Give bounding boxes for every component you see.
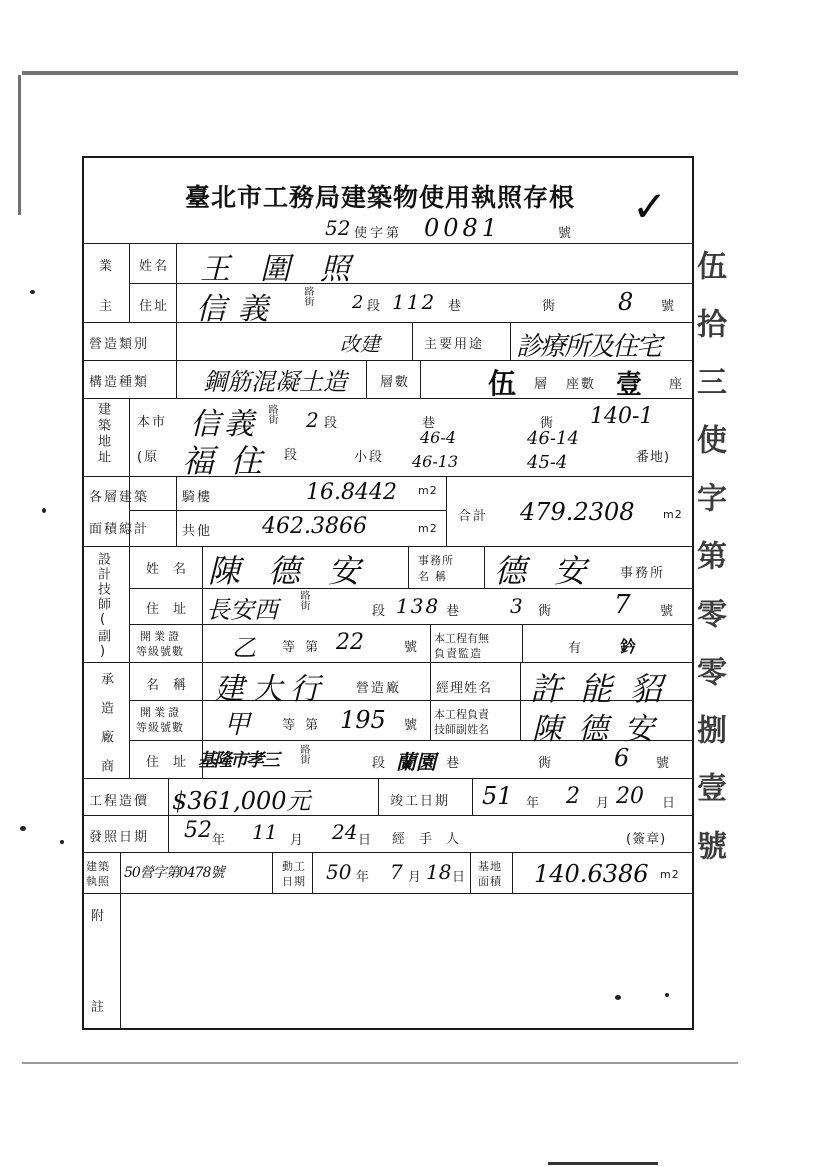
- designer-section-label: 段: [372, 604, 388, 619]
- scan-bottom-edge: [22, 1062, 738, 1064]
- contractor-number-label: 號: [656, 756, 672, 771]
- designer-lane-label: 巷: [446, 604, 462, 619]
- start-month-label: 月: [408, 870, 424, 885]
- owner-alley-label: 衖: [542, 299, 558, 314]
- rule: [82, 398, 694, 399]
- contractor-road: 基隆市孝三: [198, 750, 278, 771]
- start-day: 18: [426, 860, 452, 884]
- supervise-value: 有: [568, 641, 584, 656]
- rule: [82, 852, 694, 853]
- manager-name: 許能貂: [530, 670, 681, 708]
- floors-label: 層數: [380, 375, 411, 390]
- base-area: 140.6386: [534, 860, 649, 888]
- contractor-number: 6: [614, 744, 630, 772]
- issue-month: 11: [252, 820, 278, 844]
- speck: [42, 508, 46, 513]
- site-subsection-label: 小段: [354, 450, 385, 465]
- area-unit: m2: [663, 508, 683, 521]
- supervise-label: 負責監造: [434, 647, 482, 660]
- rule: [129, 243, 130, 322]
- start-date-label: 動工: [282, 860, 306, 873]
- site-lot: 45-4: [527, 452, 568, 473]
- issue-day-label: 日: [358, 833, 374, 848]
- contractor-license-label: 開業證: [140, 706, 182, 719]
- rule: [82, 893, 694, 894]
- area-unit: m2: [418, 484, 438, 497]
- engineer-label: 本工程負責: [434, 708, 489, 721]
- designer-group-label: 設計技師(副): [95, 552, 110, 661]
- designer-name: 陳德安: [208, 552, 389, 590]
- designer-license-no-label: 號: [404, 640, 420, 655]
- rule: [129, 398, 130, 476]
- area-label: 面積縂計: [89, 522, 150, 537]
- office-label: 名稱: [418, 570, 452, 583]
- rule: [510, 322, 511, 360]
- arcade-area: 16.8442: [306, 480, 397, 505]
- issue-date-label: 發照日期: [89, 830, 150, 845]
- base-area-label: 基地: [478, 860, 502, 873]
- site-road-suffix: 路街: [266, 404, 277, 424]
- margin-stamp: 伍拾三使字第零零捌壹號: [691, 250, 726, 888]
- rule: [484, 546, 485, 588]
- rule: [176, 322, 177, 398]
- designer-license-grade: 乙: [232, 634, 256, 662]
- contractor-license-grade: 甲: [224, 710, 251, 740]
- rule: [176, 476, 177, 546]
- permit-number: 0081: [424, 214, 502, 242]
- owner-number-label: 號: [661, 299, 677, 314]
- owner-name-label: 姓名: [139, 259, 170, 274]
- main-use: 診療所及住宅: [516, 332, 661, 362]
- blocks-label: 座數: [566, 377, 597, 392]
- floors-unit: 層: [534, 377, 550, 392]
- site-group-label: 建築地址: [95, 402, 110, 466]
- contractor-group-label: 承造廠商: [98, 672, 113, 788]
- designer-road-suffix: 路街: [298, 590, 309, 610]
- designer-license-label: 開業證: [140, 630, 182, 643]
- site-lot-top: 140-1: [590, 404, 654, 429]
- scan-top-edge: [22, 71, 738, 75]
- site-original-section-label: 段: [284, 448, 300, 463]
- rule: [82, 243, 694, 244]
- arcade-label: 騎樓: [182, 490, 213, 505]
- main-use-label: 主要用途: [424, 337, 485, 352]
- year-label: 年: [526, 796, 542, 811]
- rule: [272, 852, 273, 893]
- building-permit-label: 執照: [86, 875, 110, 888]
- rule: [176, 243, 177, 322]
- contractor-address-label: 住址: [146, 755, 201, 770]
- owner-section-label: 段: [367, 299, 383, 314]
- area-unit: m2: [418, 522, 438, 535]
- notes-label: 附: [91, 909, 107, 924]
- rule: [408, 546, 409, 588]
- site-lot-label: 番地): [636, 450, 671, 465]
- contractor-name: 建大行: [214, 672, 328, 707]
- handler-label: 經手人: [392, 832, 474, 847]
- site-original-label: (原: [137, 450, 160, 465]
- check-mark: ✓: [632, 182, 668, 231]
- construction-type-label: 營造類別: [89, 337, 150, 352]
- site-road: 信義: [190, 407, 258, 442]
- owner-lane: 112: [392, 290, 437, 314]
- permit-suffix: 號: [558, 226, 574, 241]
- office-suffix: 事務所: [620, 566, 666, 581]
- owner-address-label: 住址: [139, 299, 170, 314]
- complete-month: 2: [566, 784, 580, 809]
- speck: [20, 826, 26, 831]
- signature-label: (簽章): [626, 832, 667, 847]
- site-original-section: 福住: [182, 442, 279, 480]
- rule: [168, 778, 169, 852]
- scan-left-edge: [18, 75, 21, 215]
- rule: [82, 662, 694, 663]
- manager-label: 經理姓名: [436, 681, 493, 696]
- start-month: 7: [390, 860, 403, 884]
- rule: [512, 852, 513, 893]
- speck: [30, 290, 35, 294]
- contractor-road-suffix: 路街: [298, 744, 309, 764]
- designer-lane: 138: [396, 594, 441, 618]
- rule: [82, 778, 694, 779]
- rule: [312, 852, 313, 893]
- designer-alley: 3: [510, 594, 523, 618]
- building-permit-no: 50營字第0478號: [124, 865, 224, 881]
- office-label: 事務所: [418, 554, 454, 567]
- owner-road: 信義: [196, 292, 280, 327]
- designer-grade-label: 等第: [282, 640, 329, 655]
- rule: [202, 546, 203, 778]
- start-date-label: 日期: [282, 875, 306, 888]
- construction-type: 改建: [340, 332, 380, 356]
- rule: [129, 546, 130, 778]
- speck: [60, 840, 64, 844]
- site-section: 2: [306, 408, 319, 432]
- rule: [420, 360, 421, 398]
- rule: [366, 360, 367, 398]
- base-area-unit: m2: [660, 868, 680, 881]
- total-area: 479.2308: [520, 498, 635, 526]
- rule: [472, 778, 473, 815]
- site-section-label: 段: [324, 416, 340, 431]
- issue-year: 52: [184, 818, 212, 843]
- designer-license-no: 22: [336, 630, 364, 655]
- scan-bottom-mark: [548, 1162, 658, 1165]
- engineer-label: 技師副姓名: [434, 723, 489, 736]
- other-area: 462.3866: [262, 514, 367, 539]
- contractor-name-suffix: 營造廠: [356, 681, 402, 696]
- permit-year: 52: [325, 216, 351, 240]
- owner-lane-label: 巷: [448, 299, 464, 314]
- contractor-section-label: 段: [372, 756, 388, 771]
- rule: [120, 893, 121, 1030]
- owner-group-label: 業: [99, 259, 115, 274]
- owner-road-suffix: 路街: [302, 286, 313, 306]
- site-lot: 46-4: [420, 428, 456, 447]
- blocks-value: 壹: [616, 370, 643, 400]
- permit-form: [82, 156, 694, 1030]
- supervise-mark: 鈐: [620, 637, 637, 656]
- designer-alley-label: 衖: [538, 604, 554, 619]
- contractor-lane-label: 巷: [446, 756, 462, 771]
- site-lot: 46-14: [527, 428, 579, 449]
- floors-value: 伍: [488, 367, 517, 400]
- start-year: 50: [326, 860, 352, 884]
- issue-year-label: 年: [212, 833, 228, 848]
- permit-label: 使字第: [354, 226, 403, 241]
- designer-number: 7: [614, 590, 631, 620]
- owner-name: 王圍照: [200, 252, 380, 287]
- total-label: 合計: [458, 509, 489, 524]
- cost-value: $361,000元: [172, 787, 311, 815]
- blocks-unit: 座: [669, 377, 685, 392]
- site-city-label: 本市: [137, 415, 168, 430]
- other-label: 共他: [182, 524, 213, 539]
- contractor-name-label: 名稱: [146, 678, 201, 693]
- engineer-name: 陳德安: [532, 712, 670, 747]
- day-label: 日: [662, 796, 678, 811]
- start-year-label: 年: [356, 870, 372, 885]
- designer-name-label: 姓名: [146, 562, 201, 577]
- base-area-label: 面積: [478, 875, 502, 888]
- structure-type: 鋼筋混凝土造: [203, 368, 347, 396]
- designer-road: 長安西: [206, 596, 278, 624]
- rule: [520, 662, 521, 740]
- rule: [378, 778, 379, 815]
- issue-day: 24: [332, 820, 358, 844]
- document-title: 臺北市工務局建築物使用執照存根: [184, 183, 575, 212]
- contractor-license-label: 等級號數: [136, 721, 184, 734]
- contractor-lane: 蘭園: [396, 750, 436, 774]
- designer-address-label: 住址: [146, 602, 201, 617]
- contractor-alley-label: 衖: [538, 756, 554, 771]
- office-name: 德安: [494, 552, 615, 590]
- complete-year: 51: [482, 782, 513, 810]
- site-lot: 46-13: [412, 452, 459, 471]
- structure-label: 構造種類: [89, 375, 150, 390]
- designer-number-label: 號: [660, 604, 676, 619]
- rule: [430, 662, 431, 740]
- start-day-label: 日: [452, 870, 468, 885]
- owner-number: 8: [618, 288, 634, 316]
- contractor-license-no: 195: [340, 706, 386, 734]
- designer-license-label: 等級號數: [136, 645, 184, 658]
- issue-month-label: 月: [290, 833, 306, 848]
- owner-section: 2: [352, 292, 364, 313]
- building-permit-label: 建築: [86, 860, 110, 873]
- rule: [446, 476, 447, 546]
- notes-label: 註: [91, 1000, 107, 1015]
- supervise-label: 本工程有無: [434, 632, 489, 645]
- complete-day: 20: [616, 784, 644, 809]
- month-label: 月: [596, 796, 612, 811]
- owner-group-label: 主: [99, 299, 115, 314]
- rule: [522, 624, 523, 662]
- rule: [82, 476, 694, 477]
- site-lane-label: 巷: [422, 416, 438, 431]
- cost-label: 工程造價: [89, 794, 150, 809]
- contractor-grade-label: 等第: [282, 718, 329, 733]
- rule: [82, 322, 694, 323]
- rule: [120, 852, 121, 893]
- site-alley-label: 衖: [540, 416, 556, 431]
- area-label: 各層建築: [89, 490, 150, 505]
- contractor-license-no-label: 號: [404, 718, 420, 733]
- rule: [470, 852, 471, 893]
- rule: [412, 322, 413, 360]
- rule: [430, 624, 431, 662]
- complete-date-label: 竣工日期: [390, 794, 451, 809]
